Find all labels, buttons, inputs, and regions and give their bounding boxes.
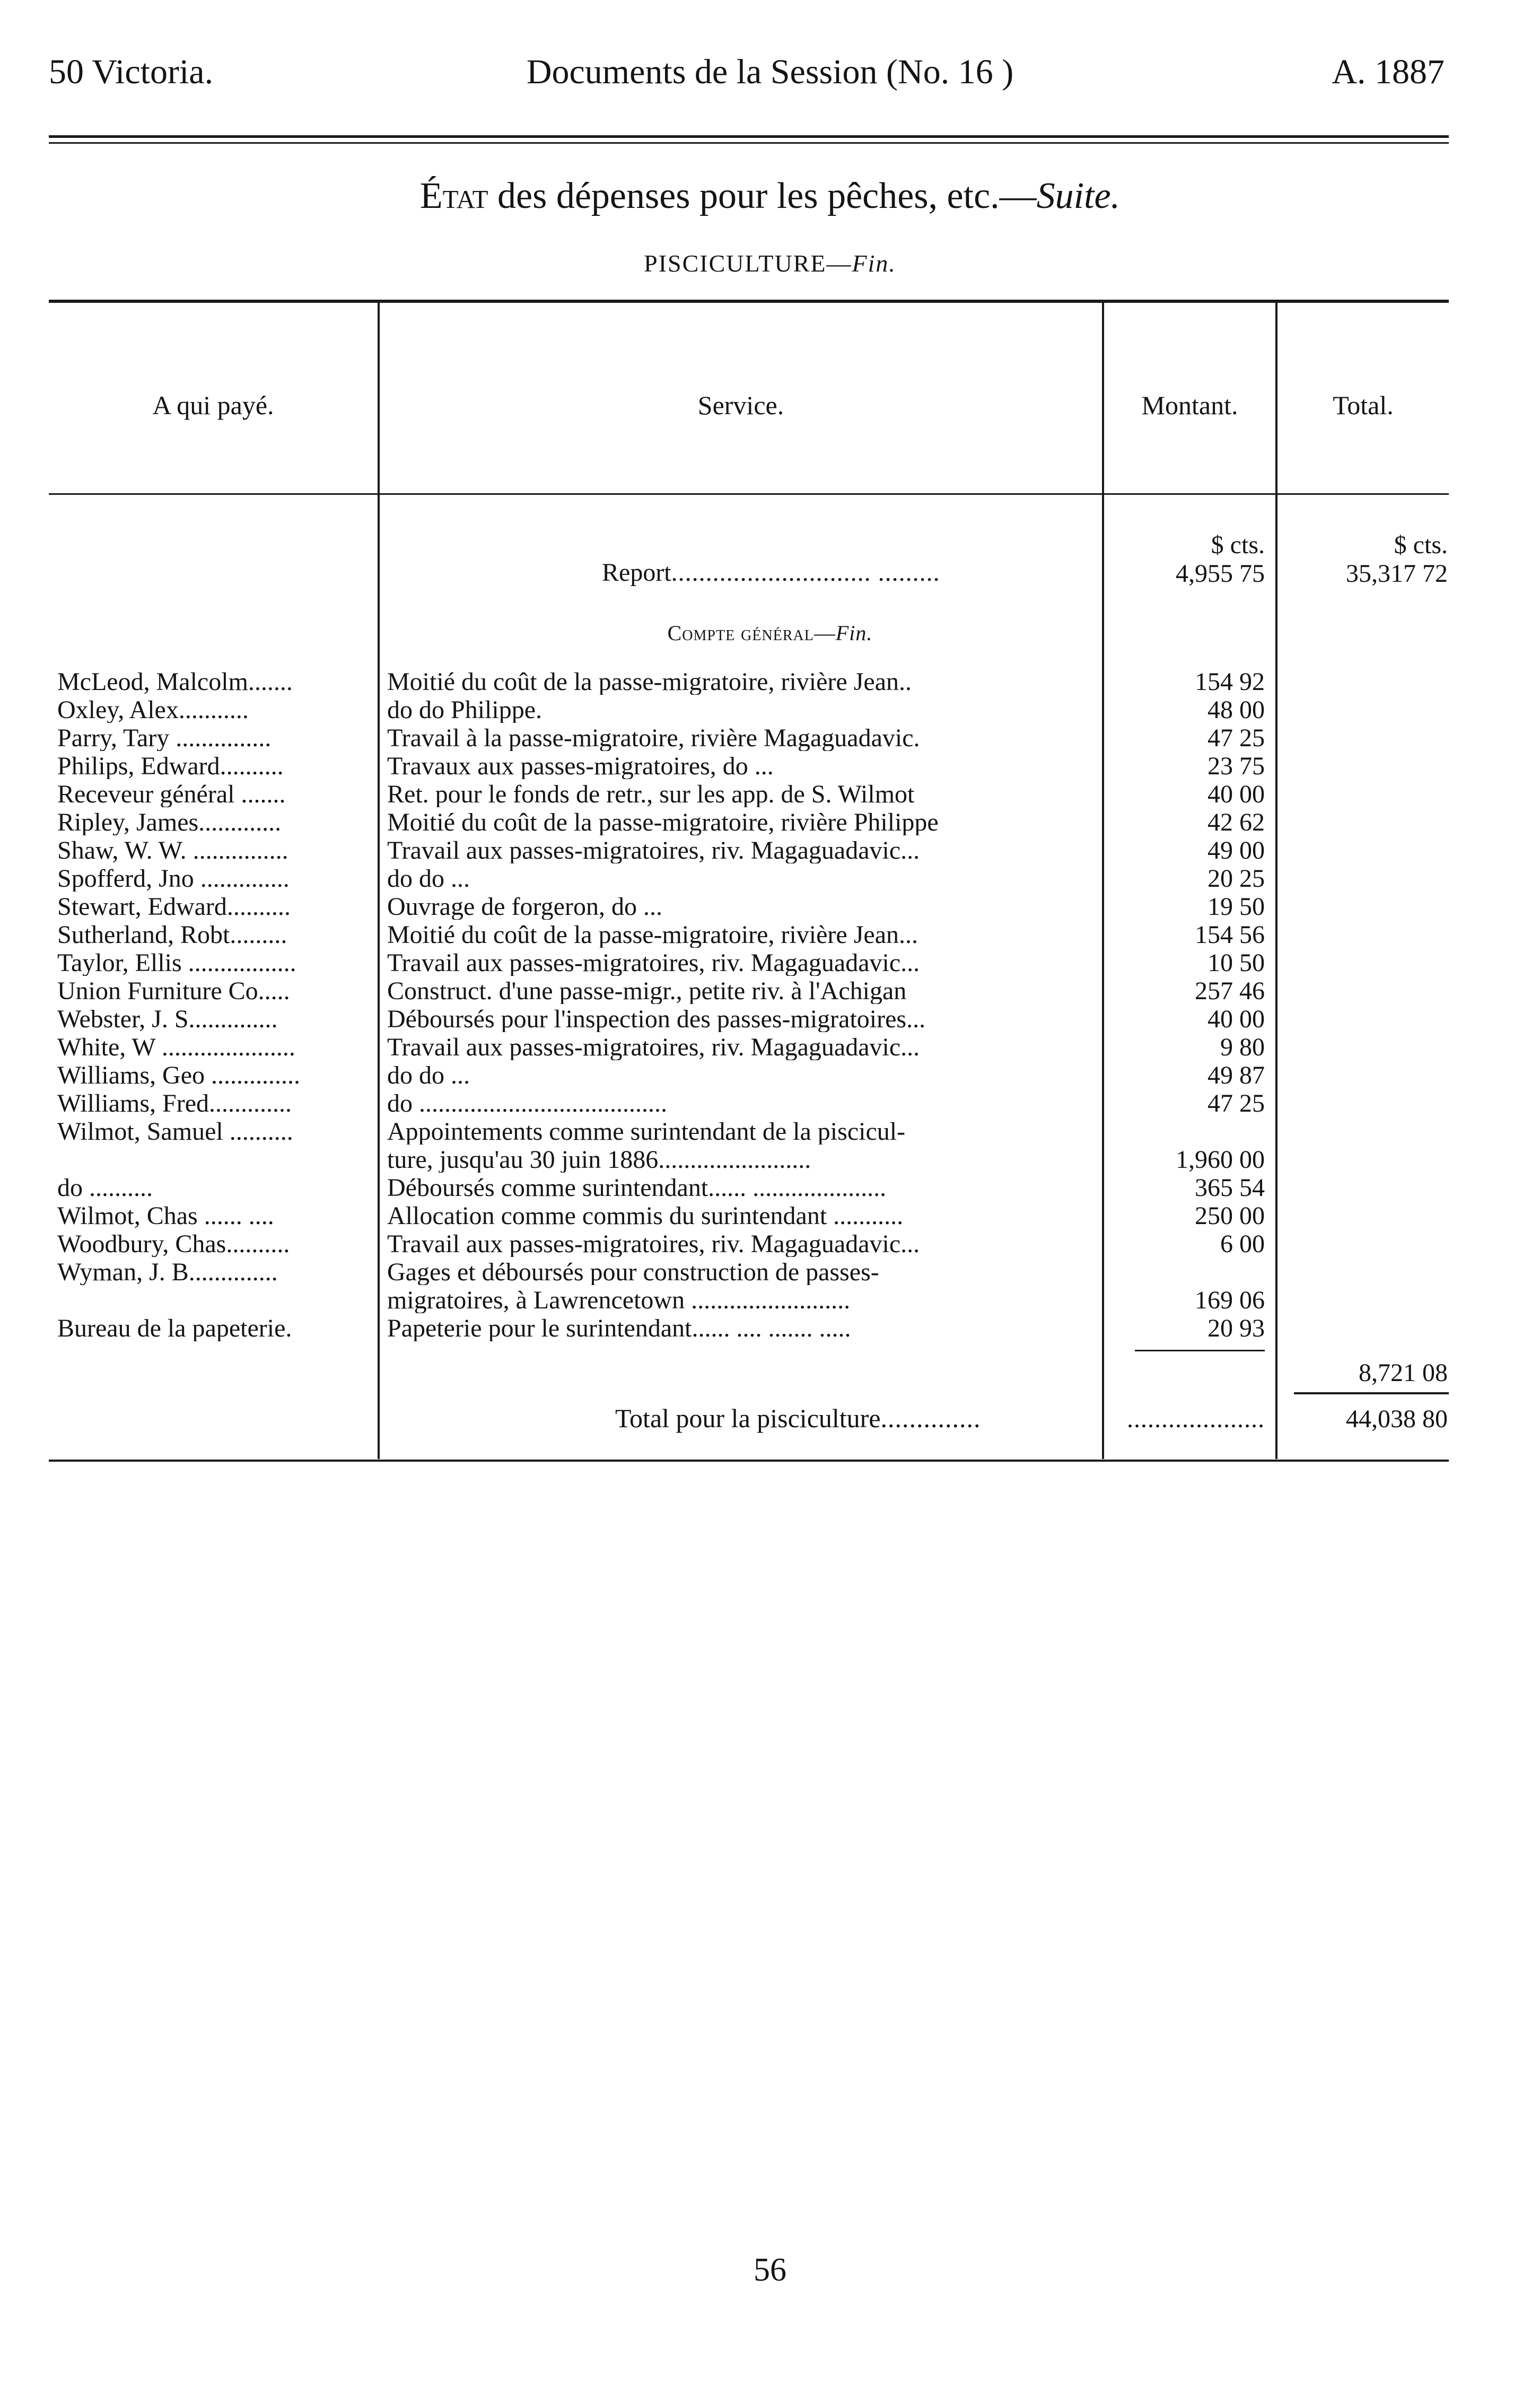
divider-service-amount xyxy=(1102,303,1104,1459)
row-service: Appointements comme surintendant de la piscicul- xyxy=(387,1119,906,1145)
amount-sum-rule xyxy=(1135,1350,1265,1351)
table-top-rule xyxy=(49,300,1449,303)
row-payee: Bureau de la papeterie. xyxy=(57,1316,292,1341)
row-payee: Ripley, James............. xyxy=(57,810,282,835)
row-payee: White, W ..................... xyxy=(57,1035,295,1060)
row-service: Papeterie pour le surintendant...... .... ....... ..... xyxy=(387,1316,851,1341)
row-service: Ouvrage de forgeron, do ... xyxy=(387,894,662,920)
grand-total-amount-dots: .................... xyxy=(1127,1407,1265,1432)
row-amount: 257 46 xyxy=(1195,979,1265,1004)
divider-payee-service xyxy=(378,303,380,1459)
row-payee: Sutherland, Robt......... xyxy=(57,922,287,948)
column-header-amount: Montant. xyxy=(1141,390,1238,420)
row-service: Moitié du coût de la passe-migratoire, rivière Philippe xyxy=(387,810,939,835)
title-prefix: État xyxy=(419,176,488,216)
row-amount: 154 92 xyxy=(1195,669,1265,695)
row-service: do do ... xyxy=(387,866,470,892)
row-service: Travail aux passes-migratoires, riv. Magaguadavic... xyxy=(387,950,920,976)
column-header-payee: A qui payé. xyxy=(152,390,274,420)
row-service: do ....................................... xyxy=(387,1091,667,1116)
row-payee: Stewart, Edward.......... xyxy=(57,894,291,920)
row-amount: 20 93 xyxy=(1208,1316,1265,1341)
page-number: 56 xyxy=(754,2252,786,2288)
total-currency-unit: $ cts. xyxy=(1394,531,1448,559)
running-header-center: Documents de la Session (No. 16 ) xyxy=(526,53,1014,91)
row-amount: 20 25 xyxy=(1208,866,1265,892)
row-amount: 169 06 xyxy=(1195,1288,1265,1313)
row-amount: 19 50 xyxy=(1208,894,1265,920)
total-rule-top xyxy=(1294,1392,1449,1394)
row-amount: 1,960 00 xyxy=(1176,1147,1265,1173)
row-amount: 47 25 xyxy=(1208,1091,1265,1116)
row-payee: Shaw, W. W. ............... xyxy=(57,838,288,863)
row-service: Travail à la passe-migratoire, rivière Magaguadavic. xyxy=(387,726,920,751)
row-service: Travaux aux passes-migratoires, do ... xyxy=(387,754,774,779)
divider-amount-total xyxy=(1275,303,1278,1459)
row-payee: Webster, J. S.............. xyxy=(57,1007,278,1032)
row-service: Moitié du coût de la passe-migratoire, rivière Jean... xyxy=(387,922,918,948)
running-header-right: A. 1887 xyxy=(1332,53,1445,91)
header-rule-bottom xyxy=(49,142,1449,144)
row-service: Travail aux passes-migratoires, riv. Magaguadavic... xyxy=(387,838,920,863)
header-bottom-rule xyxy=(49,493,1449,495)
title-main: des dépenses pour les pêches, etc.— xyxy=(488,176,1037,216)
column-header-total: Total. xyxy=(1333,390,1394,420)
row-service: migratoires, à Lawrencetown ......................... xyxy=(387,1288,851,1313)
row-service: Travail aux passes-migratoires, riv. Magaguadavic... xyxy=(387,1232,920,1257)
row-service: Déboursés pour l'inspection des passes-migratoires... xyxy=(387,1007,926,1032)
title-suffix: Suite. xyxy=(1036,176,1121,216)
row-amount: 10 50 xyxy=(1208,950,1265,976)
row-payee: do .......... xyxy=(57,1175,153,1201)
header-rule-top xyxy=(49,135,1449,138)
row-service: Déboursés comme surintendant...... ..................... xyxy=(387,1175,887,1201)
row-payee: Philips, Edward.......... xyxy=(57,754,284,779)
row-payee: Receveur général ....... xyxy=(57,782,286,807)
report-total: 35,317 72 xyxy=(1346,561,1448,587)
row-amount: 49 87 xyxy=(1208,1063,1265,1088)
row-payee: Oxley, Alex........... xyxy=(57,697,249,723)
row-amount: 42 62 xyxy=(1208,810,1265,835)
row-service: Travail aux passes-migratoires, riv. Magaguadavic... xyxy=(387,1035,920,1060)
row-amount: 48 00 xyxy=(1208,697,1265,723)
row-service: Allocation comme commis du surintendant ........... xyxy=(387,1203,904,1229)
row-amount: 47 25 xyxy=(1208,726,1265,751)
row-payee: Spofferd, Jno .............. xyxy=(57,866,290,892)
grand-total-label: Total pour la pisciculture.............. xyxy=(615,1403,981,1433)
row-amount: 250 00 xyxy=(1195,1203,1265,1229)
row-amount: 6 00 xyxy=(1220,1232,1265,1257)
row-amount: 365 54 xyxy=(1195,1175,1265,1201)
page-subtitle xyxy=(0,249,1540,277)
row-payee: Wilmot, Chas ...... .... xyxy=(57,1203,274,1229)
subtitle-suffix: Fin. xyxy=(852,250,896,277)
row-amount: 154 56 xyxy=(1195,922,1265,948)
row-amount: 40 00 xyxy=(1208,782,1265,807)
row-amount: 40 00 xyxy=(1208,1007,1265,1032)
row-service: ture, jusqu'au 30 juin 1886........................ xyxy=(387,1147,811,1173)
row-service: do do ... xyxy=(387,1063,470,1088)
row-payee: McLeod, Malcolm....... xyxy=(57,669,293,695)
subtotal-value: 8,721 08 xyxy=(1359,1360,1448,1386)
running-header-left: 50 Victoria. xyxy=(49,53,214,91)
row-amount: 23 75 xyxy=(1208,754,1265,779)
row-payee: Williams, Geo .............. xyxy=(57,1063,301,1088)
grand-total-value: 44,038 80 xyxy=(1346,1407,1448,1432)
row-payee: Wilmot, Samuel .......... xyxy=(57,1119,293,1145)
report-amount: 4,955 75 xyxy=(1176,561,1265,587)
row-payee: Union Furniture Co..... xyxy=(57,979,290,1004)
row-service: Construct. d'une passe-migr., petite riv. à l'Achigan xyxy=(387,979,907,1004)
subtitle-main: PISCICULTURE— xyxy=(644,250,852,277)
row-service: Gages et déboursés pour construction de passes- xyxy=(387,1260,879,1285)
row-payee: Taylor, Ellis ................. xyxy=(57,950,296,976)
report-label: Report............................. ......... xyxy=(602,558,940,587)
page-title xyxy=(0,175,1540,217)
column-header-service: Service. xyxy=(697,390,784,420)
row-amount: 49 00 xyxy=(1208,838,1265,863)
amount-currency-unit: $ cts. xyxy=(1211,531,1265,559)
row-payee: Woodbury, Chas.......... xyxy=(57,1232,290,1257)
row-amount: 9 80 xyxy=(1220,1035,1265,1060)
table-bottom-rule xyxy=(49,1460,1449,1462)
row-payee: Wyman, J. B.............. xyxy=(57,1260,278,1285)
row-service: Moitié du coût de la passe-migratoire, rivière Jean.. xyxy=(387,669,912,695)
row-payee: Williams, Fred............. xyxy=(57,1091,292,1116)
row-service: do do Philippe. xyxy=(387,697,542,723)
row-payee: Parry, Tary ............... xyxy=(57,726,272,751)
row-service: Ret. pour le fonds de retr., sur les app. de S. Wilmot xyxy=(387,782,915,807)
section-heading: Compte général—Fin. xyxy=(667,621,873,645)
